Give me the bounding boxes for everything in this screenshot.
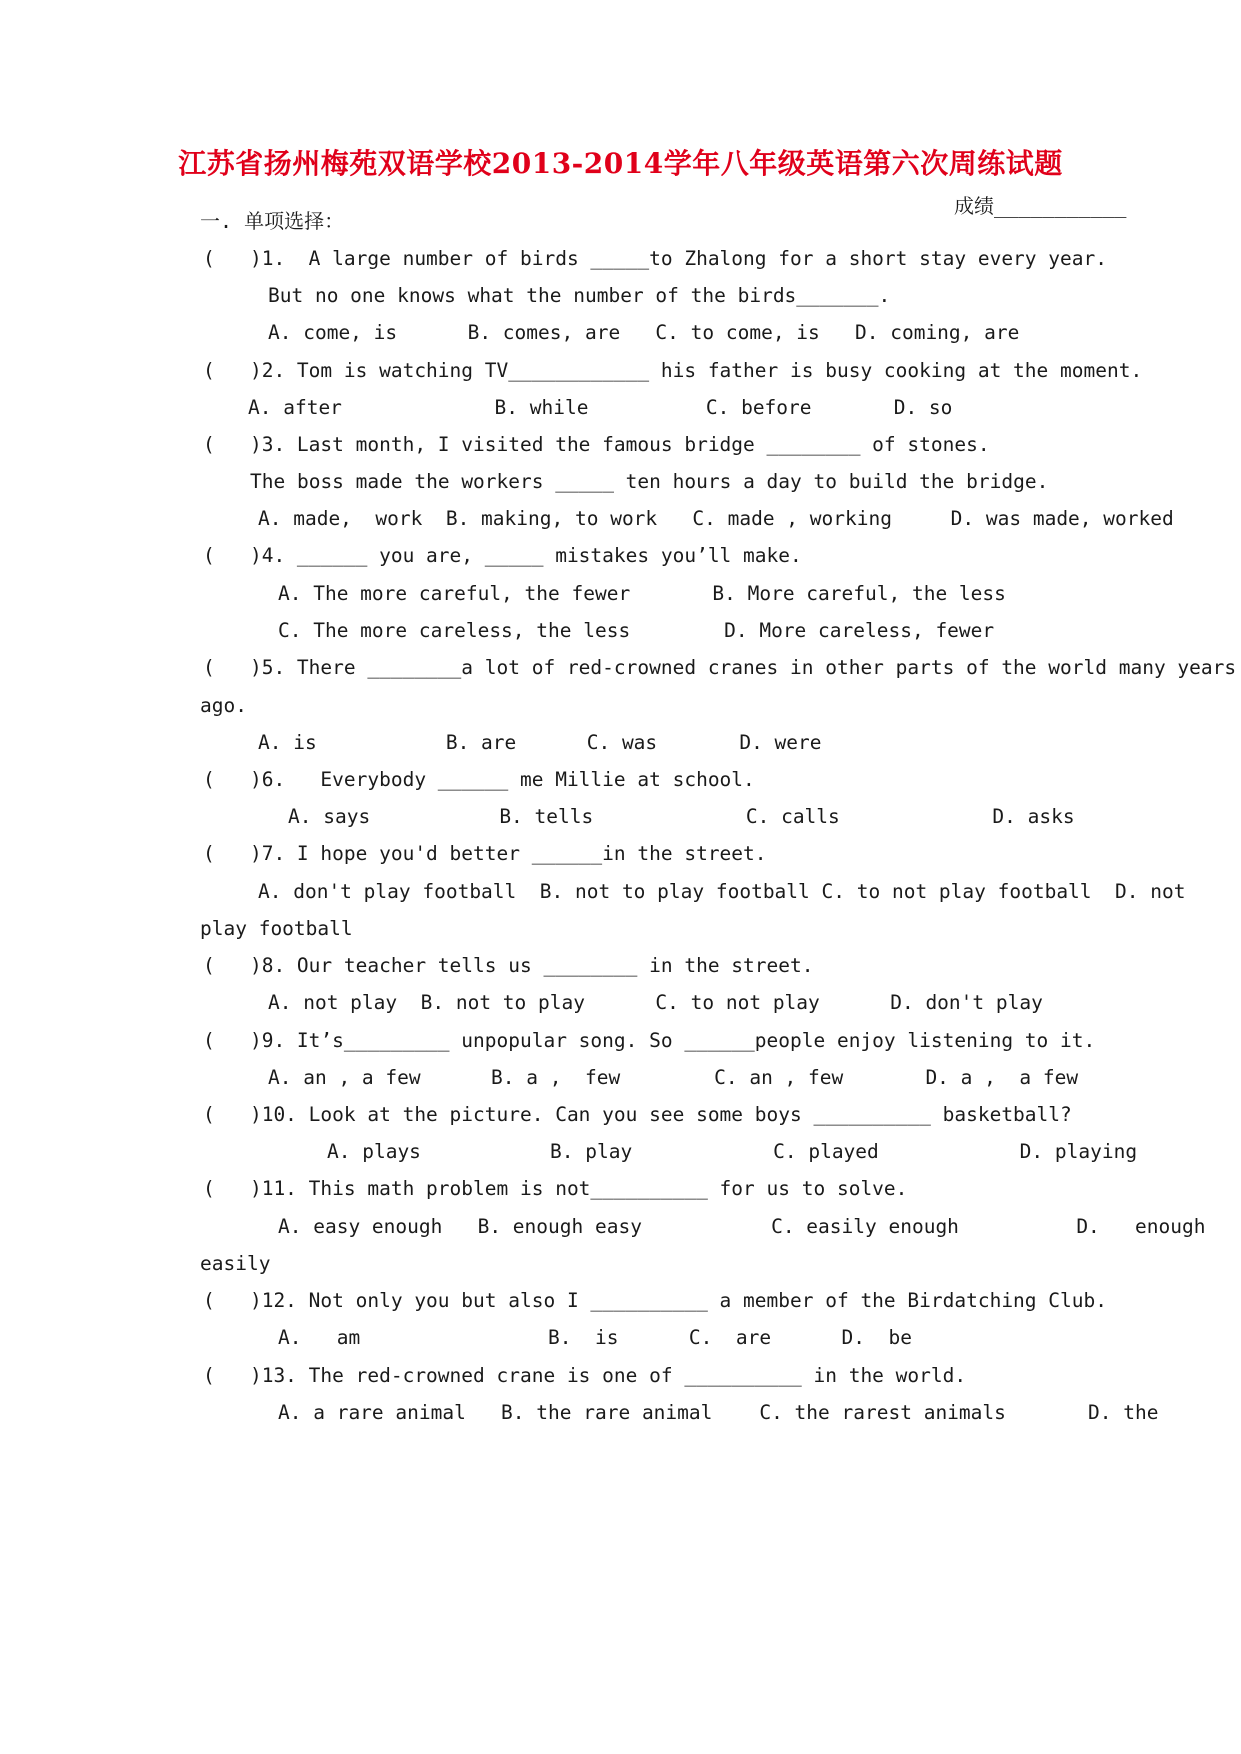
question-line: ( )11. This math problem is not__________ for us to solve. [203, 1177, 908, 1200]
options-line: A. after B. while C. before D. so [248, 396, 953, 419]
question-line: ( )4. ______ you are, _____ mistakes you’ll make. [203, 544, 802, 567]
options-line: play football [200, 917, 353, 940]
options-line: A. don't play football B. not to play football C. to not play football D. not [258, 880, 1186, 903]
options-line: A. says B. tells C. calls D. asks [288, 805, 1075, 828]
options-line: A. am B. is C. are D. be [278, 1326, 912, 1349]
options-line: easily [200, 1252, 271, 1275]
page-title: 江苏省扬州梅苑双语学校2013-2014学年八年级英语第六次周练试题 [178, 147, 1063, 180]
question-line: ( )10. Look at the picture. Can you see some boys __________ basketball? [203, 1103, 1072, 1126]
question-line: But no one knows what the number of the birds_______. [268, 284, 891, 307]
question-line: ( )2. Tom is watching TV____________ his father is busy cooking at the moment. [203, 359, 1143, 382]
options-line: A. plays B. play C. played D. playing [327, 1140, 1138, 1163]
options-line: C. The more careless, the less D. More careless, fewer [278, 619, 995, 642]
options-line: A. made, work B. making, to work C. made , working D. was made, worked [258, 507, 1174, 530]
question-line: ( )5. There ________a lot of red-crowned cranes in other parts of the world many years [203, 656, 1237, 679]
question-line: ( )7. I hope you'd better ______in the street. [203, 842, 767, 865]
question-line: ( )1. A large number of birds _____to Zhalong for a short stay every year. [203, 247, 1107, 270]
options-line: A. not play B. not to play C. to not play D. don't play [268, 991, 1043, 1014]
question-line: ( )12. Not only you but also I __________ a member of the Birdatching Club. [203, 1289, 1107, 1312]
question-line: ( )3. Last month, I visited the famous bridge ________ of stones. [203, 433, 990, 456]
section-heading: 一. 单项选择： [200, 209, 345, 233]
options-line: A. an , a few B. a , few C. an , few D. a , a few [268, 1066, 1079, 1089]
options-line: A. come, is B. comes, are C. to come, is D. coming, are [268, 321, 1020, 344]
options-line: A. is B. are C. was D. were [258, 731, 822, 754]
question-line: ( )8. Our teacher tells us ________ in the street. [203, 954, 814, 977]
question-line: ( )6. Everybody ______ me Millie at school. [203, 768, 755, 791]
options-line: A. The more careful, the fewer B. More careful, the less [278, 582, 1006, 605]
options-line: A. easy enough B. enough easy C. easily enough D. enough [278, 1215, 1206, 1238]
score-field: 成绩___________ [954, 194, 1127, 218]
question-line: ( )9. It’s_________ unpopular song. So ______people enjoy listening to it. [203, 1029, 1096, 1052]
question-line: The boss made the workers _____ ten hours a day to build the bridge. [250, 470, 1049, 493]
question-line: ( )13. The red-crowned crane is one of __________ in the world. [203, 1364, 967, 1387]
options-line: A. a rare animal B. the rare animal C. the rarest animals D. the [278, 1401, 1159, 1424]
question-line: ago. [200, 694, 247, 717]
